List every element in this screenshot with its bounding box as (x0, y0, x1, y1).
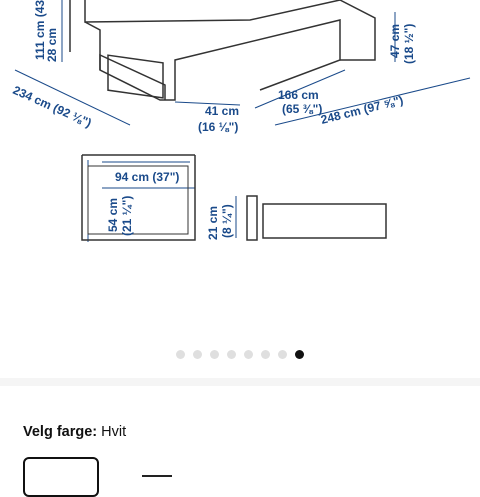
drawer-top-view (82, 155, 195, 240)
section-divider (0, 378, 480, 386)
carousel-dot[interactable] (227, 350, 236, 359)
drawer-side-view (247, 196, 386, 240)
bed-outline (70, 0, 375, 100)
carousel-indicator (0, 350, 480, 362)
carousel-dot[interactable] (193, 350, 202, 359)
carousel-dot-active[interactable] (295, 350, 304, 359)
color-label: Velg farge: (23, 424, 98, 440)
color-swatch-selected[interactable] (23, 457, 99, 497)
height-total-label: 111 cm (43 (33, 0, 47, 60)
drawer-length-cm-label: 54 cm (106, 197, 120, 232)
height-inner-label: 28 cm (45, 27, 59, 62)
drawer-length-in-label: (21 ¼") (120, 195, 134, 236)
drawer-height-cm-label: 21 cm (206, 205, 220, 240)
drawer-width-label: 94 cm (37") (115, 170, 180, 184)
width-in-label: (65 ⅜") (282, 102, 323, 116)
carousel-dot[interactable] (210, 350, 219, 359)
carousel-dot[interactable] (244, 350, 253, 359)
carousel-dot[interactable] (261, 350, 270, 359)
length-label: 234 cm (92 ⅛") (10, 82, 94, 131)
side-height-in-label: (18 ½") (402, 23, 416, 64)
color-swatch[interactable] (142, 475, 172, 477)
drawer-depth-in-label: (16 ⅛") (198, 120, 239, 134)
carousel-dot[interactable] (176, 350, 185, 359)
full-length-label: 248 cm (97 ⅝") (319, 92, 405, 127)
side-height-cm-label: 47 cm (388, 23, 402, 58)
drawer-height-in-label: (8 ¼") (220, 204, 234, 238)
width-cm-label: 166 cm (278, 88, 319, 102)
color-selector-label (23, 424, 126, 440)
drawer-depth-cm-label: 41 cm (205, 104, 240, 118)
color-value: Hvit (101, 424, 127, 440)
carousel-dot[interactable] (278, 350, 287, 359)
